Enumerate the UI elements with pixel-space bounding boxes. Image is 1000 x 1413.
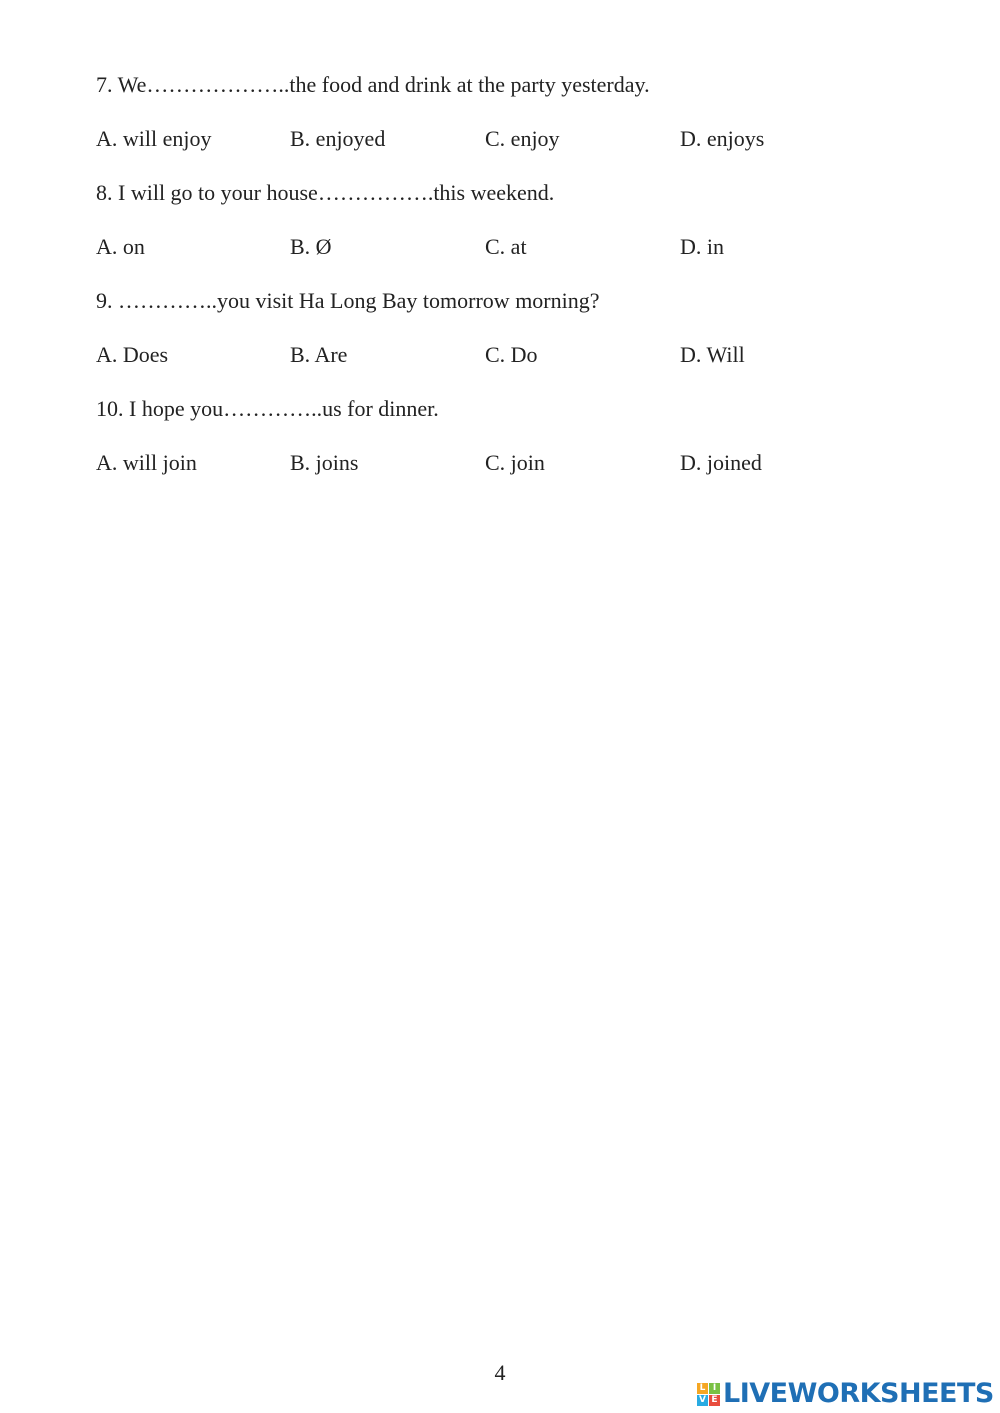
option-10d[interactable]: D. joined (680, 450, 762, 475)
page-number: 4 (494, 1360, 506, 1385)
liveworksheets-logo (697, 1379, 994, 1409)
logo-mark-cell: I (709, 1383, 720, 1394)
option-9c[interactable]: C. Do (485, 342, 538, 367)
option-10a[interactable]: A. will join (96, 450, 197, 475)
question-7: 7. We………………..the food and drink at the party yesterday. (96, 72, 650, 97)
options-7 (96, 126, 896, 152)
option-7c[interactable]: C. enjoy (485, 126, 560, 151)
option-10c[interactable]: C. join (485, 450, 545, 475)
question-10: 10. I hope you…………..us for dinner. (96, 396, 439, 421)
logo-mark-icon (697, 1383, 720, 1406)
option-8c[interactable]: C. at (485, 234, 527, 259)
question-9: 9. …………..you visit Ha Long Bay tomorrow morning? (96, 288, 600, 313)
logo-mark-cell: L (697, 1383, 708, 1394)
option-8d[interactable]: D. in (680, 234, 724, 259)
logo-text: LIVEWORKSHEETS (723, 1378, 994, 1409)
option-9a[interactable]: A. Does (96, 342, 169, 367)
option-9b[interactable]: B. Are (290, 342, 348, 367)
question-8: 8. I will go to your house…………….this weekend. (96, 180, 555, 205)
option-10b[interactable]: B. joins (290, 450, 359, 475)
option-8a[interactable]: A. on (96, 234, 145, 259)
options-10 (96, 450, 896, 476)
options-8 (96, 234, 896, 260)
option-7d[interactable]: D. enjoys (680, 126, 765, 151)
logo-mark-cell: V (697, 1395, 708, 1406)
logo-mark-cell: E (709, 1395, 720, 1406)
option-7b[interactable]: B. enjoyed (290, 126, 386, 151)
option-8b[interactable]: B. Ø (290, 234, 332, 259)
options-9 (96, 342, 896, 368)
option-7a[interactable]: A. will enjoy (96, 126, 212, 151)
option-9d[interactable]: D. Will (680, 342, 745, 367)
